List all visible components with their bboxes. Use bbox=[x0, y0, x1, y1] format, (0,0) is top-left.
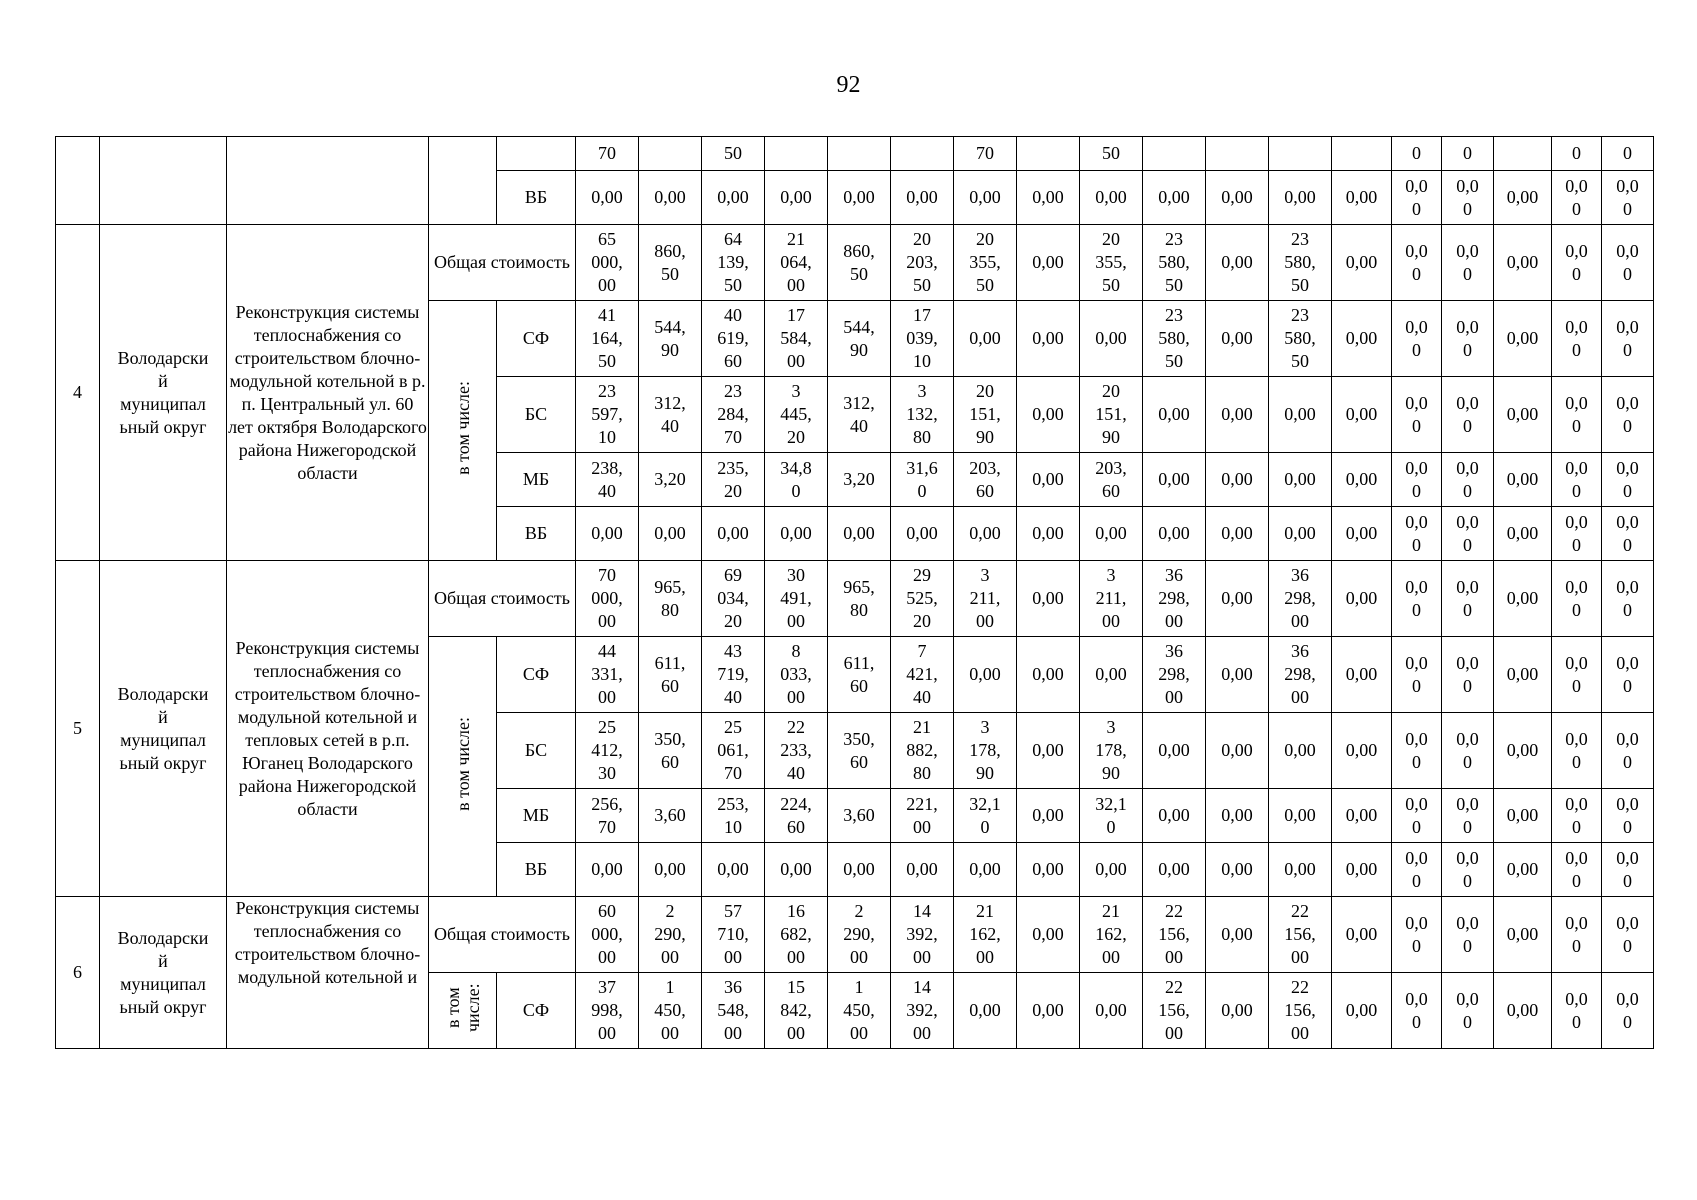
value-cell: 20 151, 90 bbox=[1080, 377, 1143, 453]
value-cell: 36 298, 00 bbox=[1143, 637, 1206, 713]
value-cell: 29 525, 20 bbox=[891, 561, 954, 637]
value-cell: 611, 60 bbox=[828, 637, 891, 713]
value-cell: 0,00 bbox=[954, 843, 1017, 897]
value-cell: 965, 80 bbox=[828, 561, 891, 637]
project-number: 4 bbox=[56, 225, 100, 561]
value-cell: 0,0 0 bbox=[1442, 301, 1494, 377]
value-cell: 0,00 bbox=[1332, 897, 1392, 973]
value-cell: 0,00 bbox=[1206, 637, 1269, 713]
value-cell: 0,0 0 bbox=[1552, 301, 1602, 377]
value-cell: 3 211, 00 bbox=[954, 561, 1017, 637]
value-cell: 3 211, 00 bbox=[1080, 561, 1143, 637]
value-cell: 0,00 bbox=[1017, 973, 1080, 1049]
value-cell: 0,00 bbox=[1017, 843, 1080, 897]
value-cell: 0,00 bbox=[1143, 713, 1206, 789]
value-cell: 0,00 bbox=[1269, 713, 1332, 789]
source-cell: БС bbox=[497, 713, 576, 789]
value-cell: 23 580, 50 bbox=[1269, 225, 1332, 301]
value-cell: 0,00 bbox=[954, 973, 1017, 1049]
value-cell: 0,00 bbox=[1332, 225, 1392, 301]
total-cost-label: Общая стоимость bbox=[429, 225, 576, 301]
value-cell: 70 000, 00 bbox=[576, 561, 639, 637]
value-cell: 0,00 bbox=[1143, 377, 1206, 453]
value-cell: 0,00 bbox=[1494, 789, 1552, 843]
value-cell: 312, 40 bbox=[639, 377, 702, 453]
value-cell: 22 156, 00 bbox=[1269, 973, 1332, 1049]
value-cell: 0,0 0 bbox=[1602, 973, 1654, 1049]
value-cell: 0,0 0 bbox=[1392, 507, 1442, 561]
value-cell: 0,0 0 bbox=[1552, 507, 1602, 561]
total-cost-label: Общая стоимость bbox=[429, 561, 576, 637]
value-cell: 50 bbox=[702, 137, 765, 171]
value-cell bbox=[891, 137, 954, 171]
value-cell: 1 450, 00 bbox=[828, 973, 891, 1049]
value-cell bbox=[765, 137, 828, 171]
value-cell: 0,00 bbox=[1206, 507, 1269, 561]
value-cell: 0,00 bbox=[1206, 897, 1269, 973]
value-cell: 36 298, 00 bbox=[1269, 561, 1332, 637]
value-cell: 0,0 0 bbox=[1602, 637, 1654, 713]
including-text: в том числе: bbox=[442, 983, 483, 1032]
project-number: 5 bbox=[56, 561, 100, 897]
value-cell: 0,00 bbox=[1017, 897, 1080, 973]
source-cell: СФ bbox=[497, 637, 576, 713]
value-cell: 0,00 bbox=[1206, 561, 1269, 637]
value-cell: 0,00 bbox=[1080, 973, 1143, 1049]
value-cell: 0,00 bbox=[1494, 225, 1552, 301]
value-cell: 0,00 bbox=[1143, 171, 1206, 225]
value-cell: 23 580, 50 bbox=[1269, 301, 1332, 377]
value-cell: 0,00 bbox=[954, 507, 1017, 561]
value-cell: 544, 90 bbox=[639, 301, 702, 377]
value-cell: 312, 40 bbox=[828, 377, 891, 453]
value-cell: 0,00 bbox=[891, 171, 954, 225]
value-cell: 3 132, 80 bbox=[891, 377, 954, 453]
value-cell bbox=[1206, 137, 1269, 171]
value-cell: 0,0 0 bbox=[1602, 225, 1654, 301]
value-cell: 0,00 bbox=[1017, 453, 1080, 507]
value-cell: 0,00 bbox=[1332, 843, 1392, 897]
value-cell: 238, 40 bbox=[576, 453, 639, 507]
value-cell: 0,00 bbox=[702, 507, 765, 561]
value-cell: 0 bbox=[1442, 137, 1494, 171]
value-cell: 0,00 bbox=[1017, 507, 1080, 561]
value-cell: 0,0 0 bbox=[1552, 561, 1602, 637]
value-cell: 0,0 0 bbox=[1442, 637, 1494, 713]
value-cell: 0,0 0 bbox=[1392, 789, 1442, 843]
value-cell: 0,0 0 bbox=[1442, 897, 1494, 973]
value-cell: 0,00 bbox=[1269, 789, 1332, 843]
value-cell: 1 450, 00 bbox=[639, 973, 702, 1049]
value-cell: 0,00 bbox=[1494, 301, 1552, 377]
region-name: Володарски й муниципал ьный округ bbox=[100, 561, 227, 897]
region-cell bbox=[100, 137, 227, 225]
value-cell: 0,0 0 bbox=[1442, 377, 1494, 453]
value-cell: 0,0 0 bbox=[1602, 301, 1654, 377]
value-cell: 0,00 bbox=[1206, 225, 1269, 301]
source-cell: МБ bbox=[497, 453, 576, 507]
value-cell: 20 355, 50 bbox=[954, 225, 1017, 301]
source-cell: ВБ bbox=[497, 843, 576, 897]
value-cell: 0,00 bbox=[1017, 171, 1080, 225]
value-cell: 0,00 bbox=[1332, 789, 1392, 843]
value-cell: 36 298, 00 bbox=[1143, 561, 1206, 637]
value-cell: 0,0 0 bbox=[1442, 789, 1494, 843]
value-cell: 20 355, 50 bbox=[1080, 225, 1143, 301]
value-cell: 0,00 bbox=[576, 843, 639, 897]
value-cell: 0,00 bbox=[639, 843, 702, 897]
value-cell: 0,00 bbox=[891, 507, 954, 561]
value-cell: 34,8 0 bbox=[765, 453, 828, 507]
value-cell: 0,0 0 bbox=[1552, 171, 1602, 225]
value-cell: 0,00 bbox=[1080, 171, 1143, 225]
value-cell: 20 151, 90 bbox=[954, 377, 1017, 453]
value-cell: 65 000, 00 bbox=[576, 225, 639, 301]
value-cell: 0,00 bbox=[828, 171, 891, 225]
value-cell: 0,00 bbox=[891, 843, 954, 897]
value-cell: 41 164, 50 bbox=[576, 301, 639, 377]
value-cell bbox=[639, 137, 702, 171]
value-cell: 0,0 0 bbox=[1392, 453, 1442, 507]
value-cell: 3 178, 90 bbox=[1080, 713, 1143, 789]
value-cell: 70 bbox=[576, 137, 639, 171]
value-cell: 60 000, 00 bbox=[576, 897, 639, 973]
value-cell: 0,00 bbox=[1494, 171, 1552, 225]
value-cell: 0,00 bbox=[1494, 713, 1552, 789]
value-cell bbox=[1494, 137, 1552, 171]
value-cell: 0,00 bbox=[1017, 789, 1080, 843]
including-label bbox=[429, 301, 497, 561]
value-cell: 0,00 bbox=[1080, 301, 1143, 377]
value-cell: 36 548, 00 bbox=[702, 973, 765, 1049]
value-cell: 0,00 bbox=[1494, 377, 1552, 453]
value-cell: 3,60 bbox=[639, 789, 702, 843]
value-cell: 0,00 bbox=[1494, 507, 1552, 561]
value-cell: 0,00 bbox=[954, 171, 1017, 225]
value-cell: 30 491, 00 bbox=[765, 561, 828, 637]
value-cell: 350, 60 bbox=[639, 713, 702, 789]
value-cell: 0,0 0 bbox=[1602, 713, 1654, 789]
value-cell: 15 842, 00 bbox=[765, 973, 828, 1049]
value-cell: 235, 20 bbox=[702, 453, 765, 507]
value-cell: 0,0 0 bbox=[1392, 713, 1442, 789]
value-cell: 2 290, 00 bbox=[639, 897, 702, 973]
source-cell: СФ bbox=[497, 301, 576, 377]
value-cell: 203, 60 bbox=[1080, 453, 1143, 507]
value-cell: 23 284, 70 bbox=[702, 377, 765, 453]
value-cell: 0,0 0 bbox=[1392, 637, 1442, 713]
value-cell: 0,0 0 bbox=[1392, 843, 1442, 897]
value-cell: 40 619, 60 bbox=[702, 301, 765, 377]
value-cell: 0,0 0 bbox=[1392, 897, 1442, 973]
value-cell: 0,00 bbox=[1332, 301, 1392, 377]
value-cell: 350, 60 bbox=[828, 713, 891, 789]
value-cell: 0,00 bbox=[1080, 843, 1143, 897]
value-cell: 0,00 bbox=[639, 507, 702, 561]
value-cell: 0,00 bbox=[1494, 973, 1552, 1049]
value-cell: 0,00 bbox=[765, 843, 828, 897]
total-cost-label: Общая стоимость bbox=[429, 897, 576, 973]
value-cell: 0,00 bbox=[1332, 637, 1392, 713]
value-cell: 32,1 0 bbox=[954, 789, 1017, 843]
value-cell: 860, 50 bbox=[639, 225, 702, 301]
value-cell: 0,00 bbox=[1143, 789, 1206, 843]
value-cell: 0,00 bbox=[1206, 171, 1269, 225]
value-cell: 0,0 0 bbox=[1442, 171, 1494, 225]
value-cell: 0,00 bbox=[765, 507, 828, 561]
page-number: 92 bbox=[836, 72, 861, 98]
value-cell: 14 392, 00 bbox=[891, 897, 954, 973]
value-cell: 50 bbox=[1080, 137, 1143, 171]
value-cell: 0,00 bbox=[1332, 507, 1392, 561]
label-cell bbox=[429, 137, 497, 225]
value-cell: 0,0 0 bbox=[1442, 225, 1494, 301]
value-cell: 36 298, 00 bbox=[1269, 637, 1332, 713]
value-cell: 0,0 0 bbox=[1602, 561, 1654, 637]
value-cell: 0,0 0 bbox=[1602, 789, 1654, 843]
source-cell: ВБ bbox=[497, 507, 576, 561]
value-cell: 0,00 bbox=[1206, 713, 1269, 789]
value-cell: 21 162, 00 bbox=[954, 897, 1017, 973]
value-cell: 253, 10 bbox=[702, 789, 765, 843]
value-cell: 0,0 0 bbox=[1442, 561, 1494, 637]
value-cell bbox=[1332, 137, 1392, 171]
value-cell: 0,0 0 bbox=[1442, 453, 1494, 507]
value-cell: 0,00 bbox=[1332, 973, 1392, 1049]
value-cell: 2 290, 00 bbox=[828, 897, 891, 973]
value-cell: 0,0 0 bbox=[1392, 171, 1442, 225]
including-label bbox=[429, 637, 497, 897]
value-cell: 0,00 bbox=[828, 843, 891, 897]
value-cell: 0,00 bbox=[1494, 453, 1552, 507]
value-cell: 0,0 0 bbox=[1552, 973, 1602, 1049]
source-cell: СФ bbox=[497, 973, 576, 1049]
value-cell: 860, 50 bbox=[828, 225, 891, 301]
value-cell: 0,00 bbox=[1017, 637, 1080, 713]
value-cell: 0,00 bbox=[1494, 561, 1552, 637]
value-cell: 8 033, 00 bbox=[765, 637, 828, 713]
value-cell: 0,00 bbox=[1269, 453, 1332, 507]
value-cell: 0,0 0 bbox=[1602, 897, 1654, 973]
including-text: в том числе: bbox=[452, 716, 473, 811]
value-cell: 0,0 0 bbox=[1552, 637, 1602, 713]
value-cell: 0,0 0 bbox=[1392, 561, 1442, 637]
value-cell: 611, 60 bbox=[639, 637, 702, 713]
value-cell: 0,00 bbox=[828, 507, 891, 561]
value-cell: 21 064, 00 bbox=[765, 225, 828, 301]
value-cell: 0,00 bbox=[1017, 225, 1080, 301]
table-row bbox=[56, 897, 1654, 973]
value-cell: 0,00 bbox=[954, 301, 1017, 377]
value-cell: 23 580, 50 bbox=[1143, 301, 1206, 377]
value-cell: 21 882, 80 bbox=[891, 713, 954, 789]
project-description: Реконструкция системы теплоснабжения со строительством блочно-модульной котельной и bbox=[227, 897, 429, 1049]
value-cell: 0,00 bbox=[1206, 973, 1269, 1049]
value-cell: 0,00 bbox=[639, 171, 702, 225]
value-cell: 0,0 0 bbox=[1442, 843, 1494, 897]
value-cell bbox=[1017, 137, 1080, 171]
value-cell: 0,0 0 bbox=[1552, 897, 1602, 973]
value-cell: 0,0 0 bbox=[1552, 843, 1602, 897]
number-cell bbox=[56, 137, 100, 225]
value-cell: 0 bbox=[1552, 137, 1602, 171]
value-cell: 32,1 0 bbox=[1080, 789, 1143, 843]
value-cell: 3 178, 90 bbox=[954, 713, 1017, 789]
value-cell: 0,00 bbox=[1143, 453, 1206, 507]
value-cell: 0,0 0 bbox=[1602, 171, 1654, 225]
value-cell bbox=[1269, 137, 1332, 171]
value-cell: 0,00 bbox=[1143, 507, 1206, 561]
including-text: в том числе: bbox=[452, 380, 473, 475]
value-cell: 70 bbox=[954, 137, 1017, 171]
value-cell: 0,00 bbox=[1332, 713, 1392, 789]
value-cell: 23 580, 50 bbox=[1143, 225, 1206, 301]
table-row bbox=[56, 561, 1654, 637]
value-cell: 69 034, 20 bbox=[702, 561, 765, 637]
value-cell bbox=[828, 137, 891, 171]
table-row bbox=[56, 225, 1654, 301]
value-cell: 0,00 bbox=[1494, 843, 1552, 897]
value-cell: 22 156, 00 bbox=[1143, 973, 1206, 1049]
value-cell: 256, 70 bbox=[576, 789, 639, 843]
source-cell: БС bbox=[497, 377, 576, 453]
value-cell: 0,00 bbox=[1206, 301, 1269, 377]
value-cell: 0,00 bbox=[1206, 789, 1269, 843]
value-cell: 0,00 bbox=[1332, 561, 1392, 637]
value-cell: 16 682, 00 bbox=[765, 897, 828, 973]
value-cell: 0,00 bbox=[702, 171, 765, 225]
value-cell: 0,00 bbox=[1080, 637, 1143, 713]
value-cell: 0 bbox=[1602, 137, 1654, 171]
value-cell: 0,00 bbox=[1017, 377, 1080, 453]
value-cell: 3,60 bbox=[828, 789, 891, 843]
value-cell: 0,0 0 bbox=[1442, 507, 1494, 561]
value-cell: 0,00 bbox=[1332, 453, 1392, 507]
value-cell: 0,00 bbox=[1269, 171, 1332, 225]
value-cell: 0,0 0 bbox=[1552, 225, 1602, 301]
value-cell: 57 710, 00 bbox=[702, 897, 765, 973]
value-cell: 0,00 bbox=[1206, 453, 1269, 507]
value-cell: 0,00 bbox=[1269, 377, 1332, 453]
value-cell: 0,00 bbox=[1269, 507, 1332, 561]
value-cell: 0,0 0 bbox=[1442, 973, 1494, 1049]
value-cell: 0,0 0 bbox=[1552, 713, 1602, 789]
value-cell: 0,00 bbox=[1332, 171, 1392, 225]
value-cell: 25 061, 70 bbox=[702, 713, 765, 789]
value-cell: 0,00 bbox=[1143, 843, 1206, 897]
region-name: Володарски й муниципал ьный округ bbox=[100, 897, 227, 1049]
value-cell: 14 392, 00 bbox=[891, 973, 954, 1049]
value-cell: 0,0 0 bbox=[1392, 973, 1442, 1049]
value-cell: 0,00 bbox=[1017, 713, 1080, 789]
value-cell: 22 156, 00 bbox=[1269, 897, 1332, 973]
project-number: 6 bbox=[56, 897, 100, 1049]
value-cell: 44 331, 00 bbox=[576, 637, 639, 713]
value-cell: 0,00 bbox=[954, 637, 1017, 713]
value-cell: 0,0 0 bbox=[1602, 453, 1654, 507]
value-cell: 21 162, 00 bbox=[1080, 897, 1143, 973]
value-cell: 0,0 0 bbox=[1602, 507, 1654, 561]
value-cell: 25 412, 30 bbox=[576, 713, 639, 789]
value-cell: 3 445, 20 bbox=[765, 377, 828, 453]
value-cell: 544, 90 bbox=[828, 301, 891, 377]
value-cell: 20 203, 50 bbox=[891, 225, 954, 301]
value-cell: 0,0 0 bbox=[1392, 301, 1442, 377]
table-row bbox=[56, 137, 1654, 171]
value-cell: 37 998, 00 bbox=[576, 973, 639, 1049]
value-cell: 0,0 0 bbox=[1602, 377, 1654, 453]
value-cell: 17 584, 00 bbox=[765, 301, 828, 377]
value-cell: 965, 80 bbox=[639, 561, 702, 637]
source-cell bbox=[497, 137, 576, 171]
value-cell: 0,0 0 bbox=[1392, 225, 1442, 301]
value-cell: 0,0 0 bbox=[1392, 377, 1442, 453]
budget-table bbox=[55, 136, 1654, 1049]
value-cell: 3,20 bbox=[828, 453, 891, 507]
value-cell: 0,00 bbox=[1206, 377, 1269, 453]
value-cell: 0,00 bbox=[1017, 301, 1080, 377]
value-cell: 0,00 bbox=[765, 171, 828, 225]
region-name: Володарски й муниципал ьный округ bbox=[100, 225, 227, 561]
value-cell: 0,0 0 bbox=[1552, 789, 1602, 843]
description-cell bbox=[227, 137, 429, 225]
project-description: Реконструкция системы теплоснабжения со строительством блочно-модульной котельной и тепловых сетей в р.п. Юганец Володарского района Нижегородской области bbox=[227, 561, 429, 897]
value-cell: 0,00 bbox=[702, 843, 765, 897]
value-cell: 0,00 bbox=[1017, 561, 1080, 637]
value-cell: 17 039, 10 bbox=[891, 301, 954, 377]
value-cell: 224, 60 bbox=[765, 789, 828, 843]
value-cell: 0,00 bbox=[1206, 843, 1269, 897]
value-cell: 31,6 0 bbox=[891, 453, 954, 507]
value-cell: 43 719, 40 bbox=[702, 637, 765, 713]
value-cell: 64 139, 50 bbox=[702, 225, 765, 301]
source-cell: ВБ bbox=[497, 171, 576, 225]
value-cell: 0,0 0 bbox=[1552, 453, 1602, 507]
value-cell: 7 421, 40 bbox=[891, 637, 954, 713]
source-cell: МБ bbox=[497, 789, 576, 843]
value-cell: 0,00 bbox=[1494, 897, 1552, 973]
value-cell: 221, 00 bbox=[891, 789, 954, 843]
including-label bbox=[429, 973, 497, 1049]
value-cell: 203, 60 bbox=[954, 453, 1017, 507]
value-cell: 22 233, 40 bbox=[765, 713, 828, 789]
value-cell: 3,20 bbox=[639, 453, 702, 507]
value-cell: 0,00 bbox=[576, 171, 639, 225]
value-cell: 0,00 bbox=[1494, 637, 1552, 713]
project-description: Реконструкция системы теплоснабжения со строительством блочно-модульной котельной в р. п. Центральный ул. 60 лет октября Володарского района Нижегородской области bbox=[227, 225, 429, 561]
value-cell: 0,00 bbox=[1080, 507, 1143, 561]
value-cell: 0 bbox=[1392, 137, 1442, 171]
value-cell: 0,00 bbox=[1332, 377, 1392, 453]
value-cell: 22 156, 00 bbox=[1143, 897, 1206, 973]
value-cell: 0,0 0 bbox=[1602, 843, 1654, 897]
value-cell bbox=[1143, 137, 1206, 171]
value-cell: 0,00 bbox=[1269, 843, 1332, 897]
value-cell: 23 597, 10 bbox=[576, 377, 639, 453]
value-cell: 0,0 0 bbox=[1442, 713, 1494, 789]
value-cell: 0,00 bbox=[576, 507, 639, 561]
value-cell: 0,0 0 bbox=[1552, 377, 1602, 453]
